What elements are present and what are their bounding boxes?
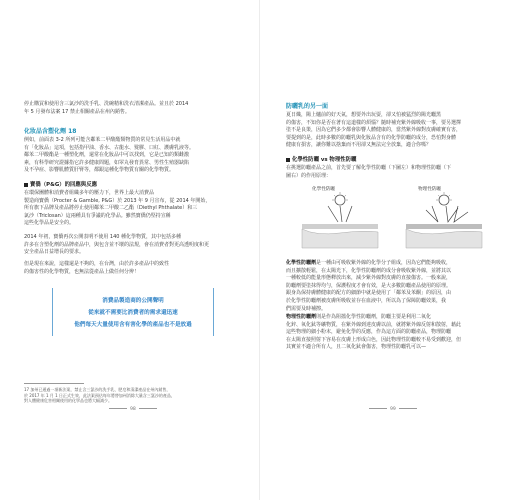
text-span: 則是作為阻擋化學性防曬劑，防曬主要是利用二氧化 (316, 314, 432, 320)
section-heading: 防曬乳的另一面 (286, 103, 329, 110)
text-line: 在挑選防曬產品之前，首先要了解化學性防曬（下圖左）和物理性防曬（下 (286, 165, 452, 171)
paragraph (286, 260, 498, 313)
page-number-rule (139, 408, 157, 409)
text-line: 但是現在來說，這樣還是不夠的，在台灣，由於許多產品中的致性 (24, 261, 170, 267)
uv-arrows-icon (328, 206, 352, 222)
text-line: 在環保團體和消費者組織多年的壓力下，世界上最大消費品 (24, 190, 155, 196)
text-span: 是一種由可吸收紫外線的化學分子組成，因為它們能夠吸收， (316, 260, 452, 266)
text-line: 要提到的是，此時多數的防曬乳與化妝品含有的化學防曬的成分，恐怕對身體 (286, 134, 457, 141)
text-line: 塗不是良策，因為它們多少都會影響人體健康的，當然紫外線對皮膚確實有害， (286, 127, 462, 134)
bullet-square-icon (286, 158, 290, 162)
footnote-line: 17 加州已通過一項新法案，禁止含三氯沙的洗手乳、肥皂和清潔產品在州內銷售， (24, 387, 171, 392)
text-line: 圖右）的作用原理： (286, 172, 332, 179)
paragraph (24, 261, 238, 276)
page-number-rule (369, 408, 387, 409)
subsection-paragraph (24, 190, 238, 228)
text-line: 2014 年初，寶僑再次公開表明不使用 140 種化學物質，其中包括多種 (24, 234, 182, 240)
text-line: 許多在含塑化劑的品牌產品中，與包含並不壞的法規，會在消費者對更高透明度和更 (24, 241, 210, 248)
text-line (286, 260, 498, 268)
text-line: 一種較低的能量形態釋放出來，減少紫外線對皮膚的直接傷害。一般來說， (286, 275, 452, 282)
text-line: 氯沙（Triclosan）這兩種具有爭議的化學品。雖然寶僑仍堅持宣稱 (24, 212, 171, 219)
text-line: 化鋅、氧化鈦等礦物質，在紫外線到達皮膚以前，就將紫外線反射和散射，藉此 (286, 321, 462, 328)
subheading-text: 化學性防曬 vs 物理性防曬 (292, 157, 357, 163)
text-line: 們需要及時補擦。 (286, 305, 327, 312)
text-line: 於化學性防曬劑被皮膚所吸收並存在血液中，所以為了保障防曬效果，我 (286, 297, 447, 304)
pull-quote (52, 288, 214, 336)
physical-sunscreen-figure (406, 192, 482, 248)
page-number (106, 407, 160, 412)
section-paragraph (24, 137, 238, 175)
sun-icon (439, 195, 449, 205)
text-line: 例如，前面表 3-2 所列可能含鄰苯二甲酸酯類物質的常見生活用品中就 (24, 137, 181, 143)
text-line: 所有旗下品牌及產品將停止使用鄰苯二甲酸二乙酯（Diethyl Phthalate）和三 (24, 205, 198, 212)
footnote (24, 387, 238, 404)
text-line: 防曬劑要塗抹得均勻，保護程度才會有效，是大多數防曬產品使用的原理。 (286, 282, 452, 289)
text-line: 及不孕症、影響肌體質肝腎等，都跟這種化學物質有關的化學物質。 (24, 167, 175, 174)
quote-line: 他們每天大量使用含有害化學的產品也不是放過 (74, 322, 192, 328)
figure-label-physical: 物理性防曬 (418, 187, 441, 192)
page-number-text: 99 (390, 407, 396, 412)
sun-rays-icon (332, 192, 348, 200)
text-line: 這些化學品是安全的。 (24, 220, 75, 227)
skin-layer (302, 229, 378, 248)
bullet-square-icon (24, 183, 28, 187)
text-line: 夏日熾，陽上爐前的好天氣，想要外出玩耍，卻又怕被猛烈的陽光曬黑 (286, 112, 442, 118)
text-line (286, 314, 498, 322)
sun-rays-icon (436, 192, 452, 200)
text-line: 製造商寶僑（Procter & Gamble, P&G）於 2013 年 9 月宣布，從 2014 年開始， (24, 197, 211, 204)
text-line: 這些物理的細小粉末，避免化學的反應，作為這方面的防曬產品，物理防曬 (286, 329, 452, 336)
text-line: 停止購買和使用含三氯沙的洗手乳、洗碗精和洗衣清潔產品。並且於 2014 (24, 101, 189, 107)
chemical-sunscreen-figure (302, 192, 378, 248)
skin-layer (406, 229, 482, 248)
text-line: 有「化妝品」這項，包括指甲油、香水、古龍水、髮膠、口紅、護膚乳液等。 (24, 144, 195, 151)
text-line: 其實並不適合所有人，且二氧化鈦會傷害，物理性防曬乳可以— (286, 344, 427, 351)
page-number-rule (109, 408, 127, 409)
text-line: 素，有科學研究證據指它許多健康問題，如睪丸發育異常、男性生殖器缺陷 (24, 159, 190, 166)
subheading (24, 180, 97, 188)
page-number-text: 98 (130, 407, 136, 412)
footnote-divider (24, 383, 84, 384)
figure-label-chemical: 化學性防曬 (312, 187, 335, 192)
text-line: 跟身為保持膚體健康的配方的細節中就是使用了「鄰苯及苯酮」的原因，由 (286, 290, 452, 297)
paragraph (24, 234, 238, 257)
subheading-text: 寶僑（P&G）的回應與反應 (30, 182, 97, 188)
text-line: 鄰苯二甲酸酯是一種塑化劑，還常在化妝品中可以找到，它是已知的類雌激 (24, 152, 190, 159)
page-number-rule (399, 408, 417, 409)
paragraph (286, 112, 498, 150)
page-number (366, 407, 420, 412)
text-line: 在太陽直接照射下容易在皮膚上形成白色，因此物理性防曬較不易受到歡迎，但 (286, 336, 462, 343)
text-line: 的傷害，不知你是否在著有這道樣的煩惱？隨時補充紫外線吸收一事，要另選擇 (286, 119, 462, 126)
section-heading: 化妝品含塑化劑 18 (24, 128, 77, 135)
sunscreen-layer (406, 224, 482, 229)
quote-line: 消費品製造商的公開聲明 (102, 298, 164, 304)
sunscreen-layer (302, 224, 378, 229)
subheading (286, 155, 356, 163)
text-line: 而且擴散輕鬆，在太陽光下，化學性防曬劑的成分會吸收紫外線，並將其以 (286, 267, 452, 274)
text-line: 的傷害性的化學物質，也無法從產品上做任何分辨！ (24, 268, 140, 275)
text-line: 年 5 月發布法案 17 禁止相關產品在州內銷售。 (24, 108, 130, 115)
text-line: 安全產品日益增長的要求。 (24, 249, 85, 256)
reflected-uv-arrows-icon (426, 206, 468, 222)
sun-icon (335, 195, 345, 205)
quote-line: 從來就不需要比消費者的需求還迅速 (88, 310, 178, 316)
paragraph (286, 165, 498, 180)
paragraph (286, 314, 498, 352)
right-page (260, 0, 520, 500)
intro-paragraph (24, 101, 238, 116)
text-line: 健康有損害，讓你難以捨棄而不用卻又無法完全放棄，適合你嗎？ (286, 142, 432, 149)
footnote-line: 於 2017 年 1 月 1 日正式生效，此法案預估每年將替加州消除大量含三氯沙的產品， (24, 392, 175, 398)
bold-term: 化學性防曬劑 (286, 260, 317, 266)
footnote-line: 對人體健康危害相關使用的化學品也將大幅減少。 (24, 398, 112, 404)
sunscreen-diagram (286, 192, 498, 250)
bold-term: 物理性防曬劑 (286, 314, 317, 320)
